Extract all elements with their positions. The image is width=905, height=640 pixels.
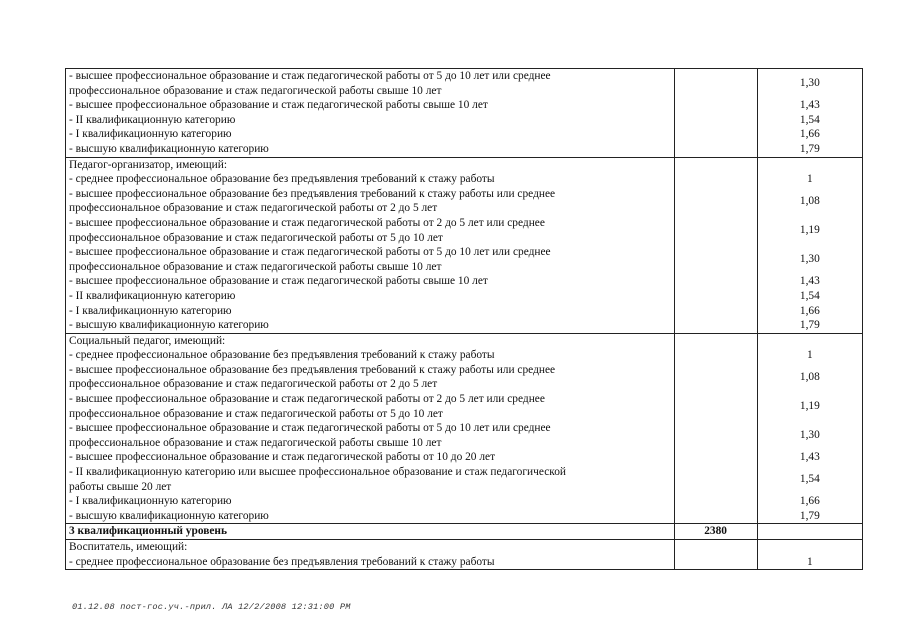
requirement-text: - среднее профессиональное образование без предъявления требований к стажу работы — [69, 173, 495, 186]
position-block — [66, 157, 863, 333]
coefficient-value: 1,66 — [799, 495, 820, 508]
requirement-text: - высшую квалификационную категорию — [69, 509, 269, 522]
requirement-text: профессиональное образование и стаж педагогической работы свыше 10 лет — [69, 84, 442, 97]
position-block — [66, 333, 863, 524]
table-body — [66, 69, 863, 570]
coefficient-value: 1 — [807, 173, 813, 186]
coefficient-value: 1,08 — [799, 370, 820, 383]
salary-cell — [674, 333, 757, 524]
requirement-text: - высшее профессиональное образование и стаж педагогической работы от 5 до 10 лет или среднее — [69, 422, 551, 435]
requirement-text: - II квалификационную категорию — [69, 113, 236, 126]
coefficient-cell — [757, 69, 862, 158]
requirement-text: - высшее профессиональное образование и стаж педагогической работы свыше 10 лет — [69, 275, 488, 288]
coefficient-value: 1,79 — [799, 509, 820, 522]
qualification-level-row — [66, 524, 863, 540]
requirement-text: профессиональное образование и стаж педагогической работы свыше 10 лет — [69, 436, 442, 449]
coefficient-value: 1,19 — [799, 223, 820, 236]
coefficient-value: 1,79 — [799, 319, 820, 332]
requirement-text: работы свыше 20 лет — [69, 480, 172, 493]
salary-cell — [674, 524, 757, 540]
coefficient-value: 1,43 — [799, 275, 820, 288]
requirement-text: - высшее профессиональное образование и стаж педагогической работы от 5 до 10 лет или среднее — [69, 246, 551, 259]
base-salary-value: 2380 — [704, 525, 727, 538]
description-cell — [66, 524, 675, 540]
requirement-text: - высшее профессиональное образование и стаж педагогической работы от 5 до 10 лет или среднее — [69, 70, 551, 82]
requirement-text: - I квалификационную категорию — [69, 128, 232, 141]
coefficient-value: 1,08 — [799, 194, 820, 207]
requirement-text: профессиональное образование и стаж педагогической работы от 2 до 5 лет — [69, 202, 438, 215]
coefficient-cell — [757, 524, 862, 540]
requirement-text: - II квалификационную категорию — [69, 289, 236, 302]
requirement-text: профессиональное образование и стаж педагогической работы от 2 до 5 лет — [69, 378, 438, 391]
requirement-text: - высшее профессиональное образование без предъявления требований к стажу работы или среднее — [69, 363, 556, 376]
requirement-text: - высшее профессиональное образование и стаж педагогической работы от 10 до 20 лет — [69, 451, 496, 464]
coefficient-value: 1,19 — [799, 400, 820, 413]
coefficient-value: 1,30 — [799, 429, 820, 442]
coefficient-value: 1,43 — [799, 451, 820, 464]
description-cell — [66, 333, 675, 524]
coefficient-cell — [757, 333, 862, 524]
coefficient-value: 1,66 — [799, 304, 820, 317]
position-block — [66, 540, 863, 570]
coefficient-value: 1 — [807, 555, 813, 568]
coefficient-cell — [757, 157, 862, 333]
coefficient-cell — [757, 540, 862, 570]
requirement-text: - среднее профессиональное образование без предъявления требований к стажу работы — [69, 555, 495, 568]
salary-cell — [674, 540, 757, 570]
requirement-text: - I квалификационную категорию — [69, 304, 232, 317]
requirement-text: профессиональное образование и стаж педагогической работы от 5 до 10 лет — [69, 231, 443, 244]
coefficient-table — [65, 68, 863, 570]
coefficient-value: 1,30 — [799, 253, 820, 266]
coefficient-value: 1,66 — [799, 128, 820, 141]
coefficient-value: 1 — [807, 349, 813, 362]
requirement-text: - II квалификационную категорию или высшее профессиональное образование и стаж педагогической — [69, 466, 567, 479]
requirement-text: - высшую квалификационную категорию — [69, 142, 269, 155]
coefficient-value: 1,54 — [799, 473, 820, 486]
requirement-text: - высшее профессиональное образование и стаж педагогической работы свыше 10 лет — [69, 99, 488, 112]
requirement-text: - высшую квалификационную категорию — [69, 319, 269, 332]
requirement-text: - высшее профессиональное образование без предъявления требований к стажу работы или среднее — [69, 187, 556, 200]
position-heading: Социальный педагог, имеющий: — [69, 334, 226, 347]
level-label: 3 квалификационный уровень — [69, 525, 228, 538]
position-heading: Воспитатель, имеющий: — [69, 541, 188, 553]
requirement-text: - среднее профессиональное образование без предъявления требований к стажу работы — [69, 349, 495, 362]
coefficient-value: 1,54 — [799, 113, 820, 126]
page-footer: 01.12.08 пост-гос.уч.-прил. ЛА 12/2/2008 12:31:00 PM — [72, 602, 351, 612]
salary-cell — [674, 157, 757, 333]
coefficient-value: 1,30 — [799, 77, 820, 89]
salary-cell — [674, 69, 757, 158]
requirement-text: - высшее профессиональное образование и стаж педагогической работы от 2 до 5 лет или среднее — [69, 216, 545, 229]
position-heading: Педагог-организатор, имеющий: — [69, 158, 228, 171]
description-cell — [66, 157, 675, 333]
requirement-text: - I квалификационную категорию — [69, 495, 232, 508]
requirement-text: - высшее профессиональное образование и стаж педагогической работы от 2 до 5 лет или среднее — [69, 393, 545, 406]
coefficient-value: 1,54 — [799, 289, 820, 302]
coefficient-value: 1,79 — [799, 142, 820, 155]
requirement-text: профессиональное образование и стаж педагогической работы свыше 10 лет — [69, 260, 442, 273]
position-block — [66, 69, 863, 158]
requirement-text: профессиональное образование и стаж педагогической работы от 5 до 10 лет — [69, 407, 443, 420]
description-cell — [66, 69, 675, 158]
description-cell — [66, 540, 675, 570]
coefficient-value: 1,43 — [799, 99, 820, 112]
